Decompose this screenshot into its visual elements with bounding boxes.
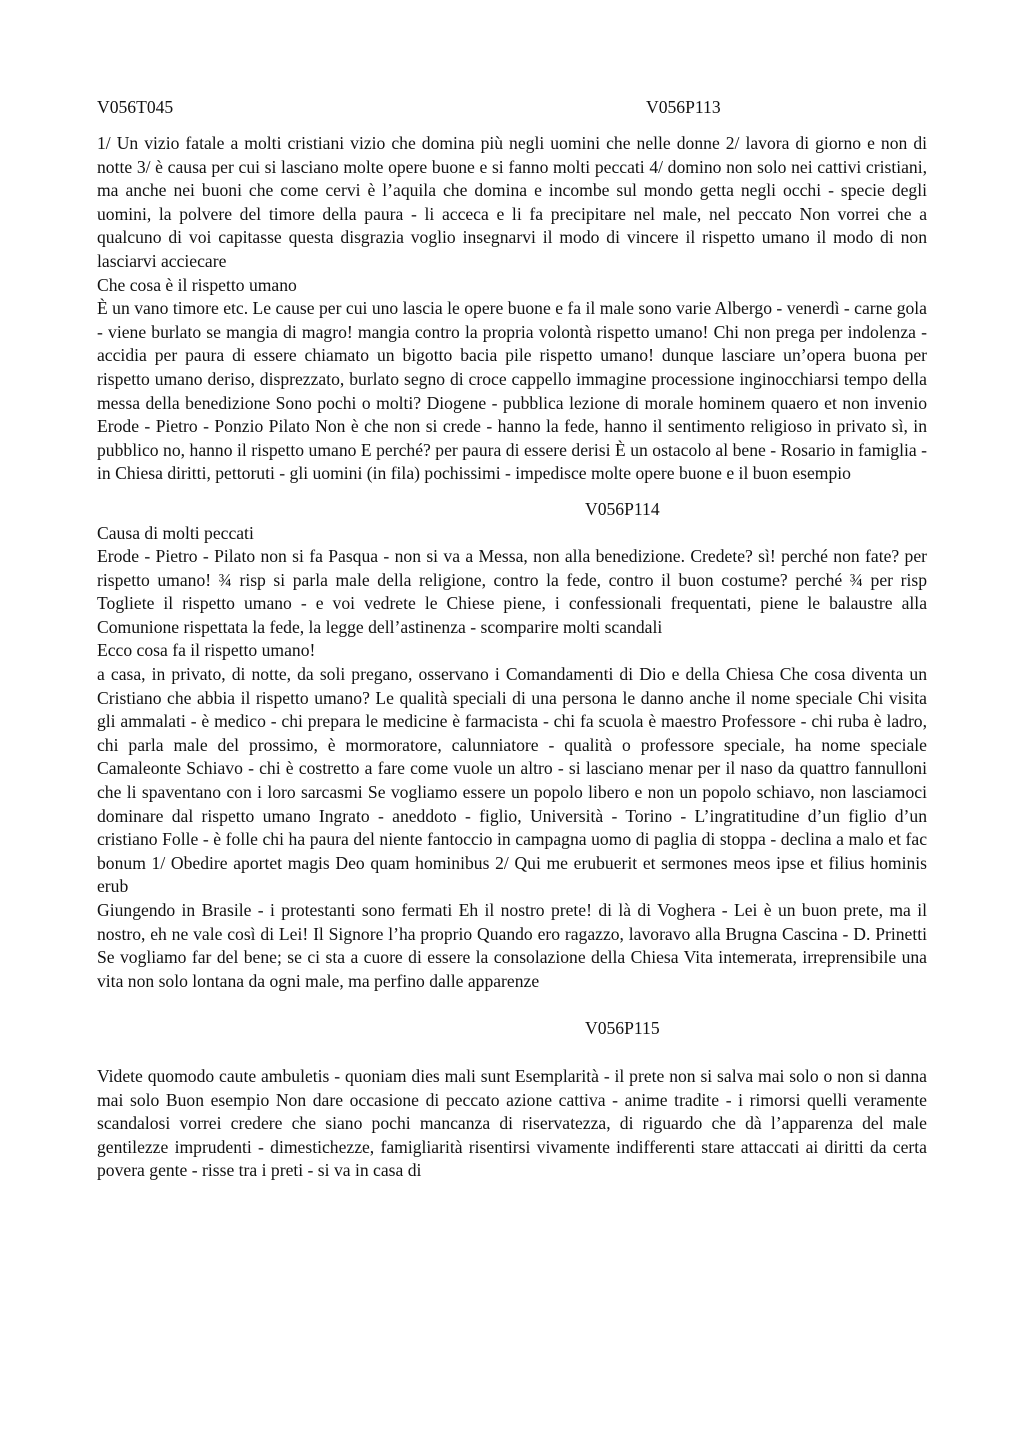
document-page <box>97 96 927 1183</box>
document-code: V056T045 <box>97 97 174 117</box>
paragraph-heading: Che cosa è il rispetto umano <box>97 274 297 295</box>
page-marker-p115: V056P115 <box>585 1018 660 1039</box>
section-p115 <box>97 1065 927 1183</box>
paragraph-heading: Causa di molti peccati <box>97 522 254 543</box>
section-p114 <box>97 522 927 994</box>
paragraph: Giungendo in Brasile - i protestanti sono fermati Eh il nostro prete! di là di Voghera - Lei è un buon prete, ma il nostro, eh ne vale così di Lei! Il Signore l’ha proprio Quando ero ragazzo, lavoravo alla Brugna Cascina - D. Prinetti Se vogliamo far del bene; se ci sta a cuore di essere la consolazione della Chiesa Vita intemerata, irreprensibile una vita non solo lontana da ogni male, ma perfino dalle apparenze <box>97 900 927 991</box>
paragraph: 1/ Un vizio fatale a molti cristiani vizio che domina più negli uomini che nelle donne 2/ lavora di giorno e non di notte 3/ è causa per cui si lasciano molte opere buone e si fanno molti peccati 4/ domino non solo nei cattivi cristiani, ma anche nei buoni che come cervi è l’aquila che domina e incombe sul mondo getta negli occhi - specie degli uomini, la polvere del timore della paura - li acceca e li fa precipitare nel male, nel peccato Non vorrei che a qualcuno di voi capitasse questa disgrazia voglio insegnarvi il modo di vincere il rispetto umano il modo di non lasciarvi acciecare <box>97 133 927 271</box>
paragraph: Erode - Pietro - Pilato non si fa Pasqua - non si va a Messa, non alla benedizione. Credete? sì! perché non fate? per rispetto umano! ¾ risp si parla male della religione, contro la fede, contro il buon costume? perché ¾ per risp Togliete il rispetto umano - e voi vedrete le Chiese piene, i confessionali frequentati, piene le balaustre alla Comunione rispettata la fede, la legge dell’astinenza - scomparire molti scandali <box>97 546 927 637</box>
page-header <box>97 96 927 120</box>
paragraph-heading: Ecco cosa fa il rispetto umano! <box>97 640 316 661</box>
page-code: V056P113 <box>646 97 721 117</box>
section-p113 <box>97 132 927 486</box>
paragraph: a casa, in privato, di notte, da soli pregano, osservano i Comandamenti di Dio e della Chiesa Che cosa diventa un Cristiano che abbia il rispetto umano? Le qualità speciali di una persona le danno anche il nome speciale Chi visita gli ammalati - è medico - chi prepara le medicine è farmacista - chi fa scuola è maestro Professore - chi ruba è ladro, chi parla male del prossimo, è mormoratore, calunniatore - qualità o professore speciale, ha nome speciale Camaleonte Schiavo - chi è costretto a fare come vuole un altro - si lasciano menar per il naso da quattro fannulloni che li spaventano con i loro sarcasmi Se vogliamo essere un popolo libero e non un popolo schiavo, non lasciamoci dominare dal rispetto umano Ingrato - aneddoto - figlio, Università - Torino - L’ingratitudine d’un figlio d’un cristiano Folle - è folle chi ha paura del niente fantoccio in campagna uomo di paglia di stoppa - declina a malo et fac bonum 1/ Obedire aportet magis Deo quam hominibus 2/ Qui me erubuerit et sermones meos ipse et filius hominis erub <box>97 664 927 897</box>
paragraph: È un vano timore etc. Le cause per cui uno lascia le opere buone e fa il male sono varie Albergo - venerdì - carne gola - viene burlato se mangia di magro! mangia contro la propria volontà rispetto umano! Chi non prega per indolenza - accidia per paura di essere chiamato un bigotto bacia pile rispetto umano! dunque lasciare un’opera buona per rispetto umano deriso, disprezzato, burlato segno di croce cappello immagine processione inginocchiarsi tempo della messa della benedizione Sono pochi o molti? Diogene - pubblica lezione di morale hominem quaero et non invenio Erode - Pietro - Ponzio Pilato Non è che non si crede - hanno la fede, hanno il sentimento religioso in privato sì, in pubblico no, hanno il rispetto umano E perché? per paura di essere derisi È un ostacolo al bene - Rosario in famiglia - in Chiesa diritti, pettoruti - gli uomini (in fila) pochissimi - impedisce molte opere buone e il buon esempio <box>97 298 927 484</box>
page-marker-p114: V056P114 <box>585 498 660 519</box>
paragraph: Videte quomodo caute ambuletis - quoniam dies mali sunt Esemplarità - il prete non si salva mai solo o non si danna mai solo Buon esempio Non dare occasione di peccato azione cattiva - anime tradite - i rimorsi quelli veramente scandalosi vorrei credere che siano pochi mancanza di riservatezza, di riguardo che dà l’apparenza del male gentilezze imprudenti - dimestichezze, famigliarità risentirsi vivamente indifferenti stare attaccati ai diritti da certa povera gente - risse tra i preti - si va in casa di <box>97 1065 927 1181</box>
